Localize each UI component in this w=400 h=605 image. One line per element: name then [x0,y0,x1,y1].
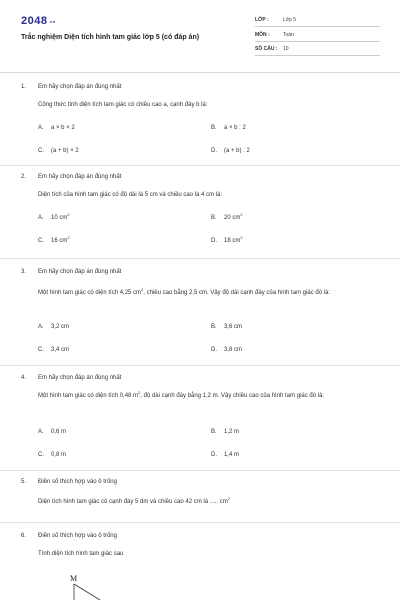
meta-count-key: SỐ CÂU : [255,46,278,52]
meta-class-key: LỚP : [255,17,269,23]
meta-subject-value: Toán [283,32,294,38]
option-text: 3,2 cm [51,324,70,330]
option-letter: A. [38,125,44,131]
question-3 [21,268,386,360]
option-text: 3,8 cm [224,347,243,353]
question-1 [21,83,386,163]
option-text: a × b : 2 [224,125,246,131]
option-letter: B. [211,125,217,131]
option-letter: D. [211,148,217,154]
question-divider [0,522,400,523]
option-letter: C. [38,238,44,244]
option-letter: D. [211,347,217,353]
question-divider [0,258,400,259]
meta-subject-key: MÔN : [255,32,270,38]
question-number: 5. [21,479,27,485]
site-logo[interactable] [21,15,56,27]
option-text: 20 $cm^2$ [224,212,243,221]
meta-count [255,43,380,56]
option-letter: D. [211,452,217,458]
option-letter: A. [38,429,44,435]
option-text: 1,2 m [224,429,240,435]
option-text: 16 $cm^2$ [51,235,70,244]
question-divider [0,470,400,471]
option-text: 0,8 m [51,452,67,458]
option-letter: B. [211,429,217,435]
question-instruction: Điền số thích hợp vào ô trống [38,533,117,539]
logo-text: 2048 [21,15,48,27]
question-text: Một hình tam giác có diện tích 0,48 $m^2$, độ dài cạnh đáy bằng 1,2 m. Vậy chiều cao của hình tam giác đó là: [38,390,325,399]
page-header [0,0,400,70]
option-text: (a + b) × 2 [51,148,79,154]
triangle-figure [60,572,120,605]
question-text: Tính diện tích hình tam giác sau [38,551,124,557]
question-number: 6. [21,533,27,539]
question-text: Công thức tính diện tích tam giác có chiều cao a, cạnh đáy b là: [38,102,208,108]
option-letter: C. [38,148,44,154]
question-instruction: Em hãy chọn đáp án đúng nhất [38,269,122,275]
option-text: 10 $cm^2$ [51,212,70,221]
option-letter: C. [38,452,44,458]
page-title: Trắc nghiệm Diện tích hình tam giác lớp 5 (có đáp án) [21,34,200,41]
question-instruction: Em hãy chọn đáp án đúng nhất [38,174,122,180]
option-letter: C. [38,347,44,353]
question-number: 2. [21,174,27,180]
question-divider [0,165,400,166]
question-5 [21,478,386,518]
meta-count-value: 10 [283,46,289,52]
option-letter: A. [38,324,44,330]
triangle-side [74,584,100,600]
question-text: Diện tích hình tam giác có cạnh đáy 5 dm và chiều cao 42 cm là ..... $cm^2$ [38,496,230,505]
option-text: 1,4 m [224,452,240,458]
question-6 [21,532,386,572]
question-number: 3. [21,269,27,275]
triangle-drawing [60,572,120,600]
option-text: 3,4 cm [51,347,70,353]
logo-suffix: .vn [48,18,56,24]
option-text: (a + b) : 2 [224,148,250,154]
option-text: 3,6 cm [224,324,243,330]
question-2 [21,173,386,253]
option-text: 18 $cm^2$ [224,235,243,244]
meta-class [255,14,380,27]
question-instruction: Điền số thích hợp vào ô trống [38,479,117,485]
header-divider [0,72,400,73]
question-divider [0,365,400,366]
question-instruction: Em hãy chọn đáp án đúng nhất [38,375,122,381]
vertex-label-m: M [70,574,78,583]
option-text: a × b × 2 [51,125,75,131]
option-letter: D. [211,238,217,244]
question-instruction: Em hãy chọn đáp án đúng nhất [38,84,122,90]
question-text: Một hình tam giác có diện tích 4,25 $cm^2$, chiều cao bằng 2,5 cm. Vậy độ dài cạnh đáy của hình tam giác đó là: [38,287,331,296]
option-letter: B. [211,215,217,221]
question-number: 4. [21,375,27,381]
meta-subject [255,29,380,42]
option-letter: A. [38,215,44,221]
meta-class-value: Lớp 5 [283,17,297,23]
question-number: 1. [21,84,27,90]
question-text: Diện tích của hình tam giác có độ dài là 5 cm và chiều cao là 4 cm là: [38,192,223,198]
option-text: 0,6 m [51,429,67,435]
option-letter: B. [211,324,217,330]
question-4 [21,374,386,466]
